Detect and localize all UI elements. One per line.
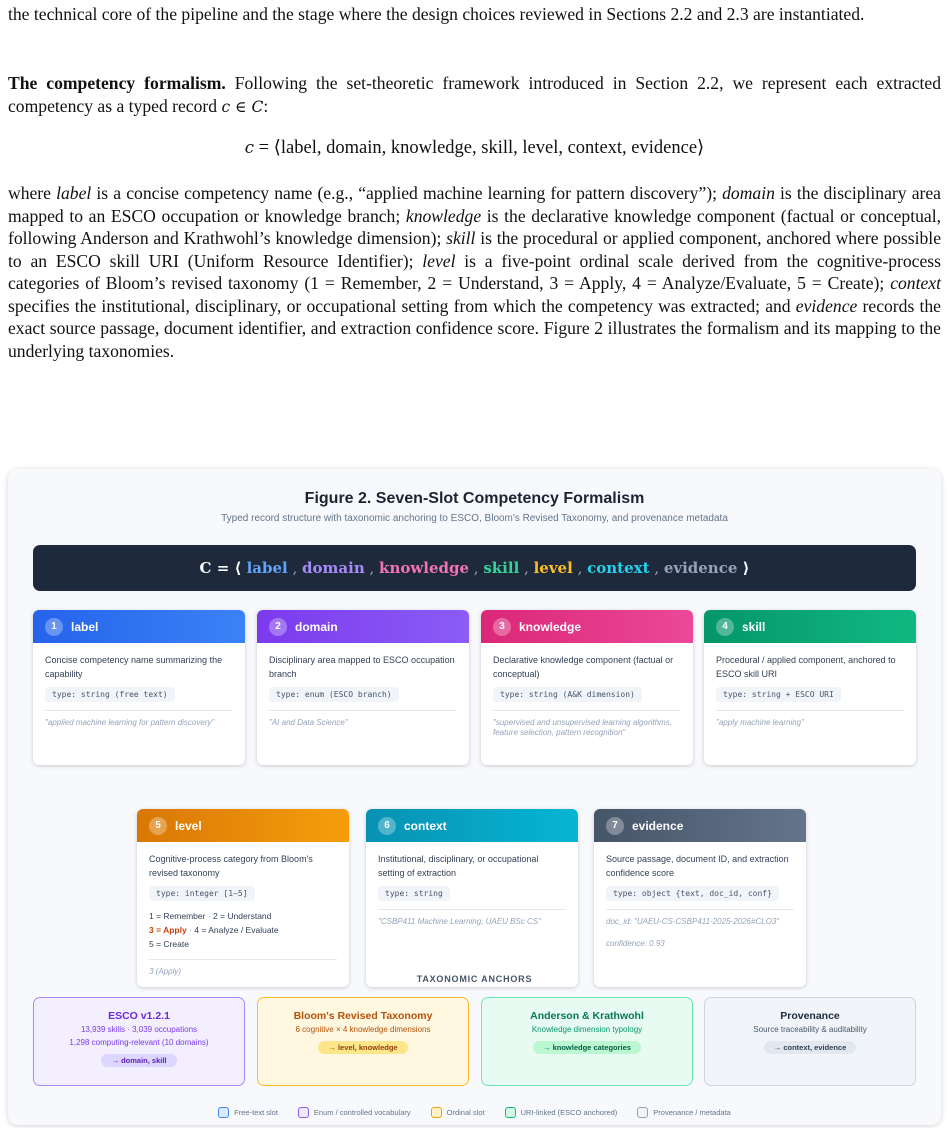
slot-card-body (704, 643, 916, 736)
paragraph-text-run: is the procedural or applied component, anchored where possible to an ESCO skill URI (Uniform Resource Identifier); (8, 228, 941, 271)
legend-label: Provenance / metadata (653, 1108, 731, 1117)
paragraph-intro: the technical core of the pipeline and the stage where the design choices reviewed in Sections 2.2 and 2.3 are instantiated. (8, 4, 865, 24)
slot-term: knowledge (405, 205, 482, 226)
slot-description: Declarative knowledge component (factual or conceptual) (493, 655, 674, 679)
slot-description: Source passage, document ID, and extraction confidence score (606, 854, 789, 878)
paragraph-text-run: is the disciplinary area mapped to an ESCO occupation or knowledge branch; (8, 183, 941, 226)
formula-separator: , (572, 559, 588, 577)
slot-example: "CSBP411 Machine Learning, UAEU BSc CS" (378, 917, 541, 926)
level-separator: · (186, 925, 195, 935)
legend-label: Free-text slot (234, 1108, 278, 1117)
level-separator: · (205, 911, 214, 921)
slot-card-header (366, 809, 578, 842)
slot-divider (269, 710, 457, 711)
formula-slot-knowledge: knowledge (379, 559, 470, 577)
legend-swatch (431, 1107, 442, 1118)
legend-item (431, 1107, 485, 1118)
anchors-title: TAXONOMIC ANCHORS (416, 974, 533, 984)
slot-term: label (56, 183, 92, 203)
paragraph-slot-definitions (8, 182, 941, 362)
paragraph-formalism-text-a: Following the set-theoretic framework introduced in Section 2.2, we represent each extracted competency as a typed record (8, 73, 941, 116)
slot-type: type: enum (ESCO branch) (269, 687, 399, 702)
level-scale (149, 909, 337, 951)
slot-card-evidence (594, 809, 806, 987)
run-in-heading: The competency formalism. (8, 73, 226, 93)
slot-term: evidence (795, 295, 858, 316)
slot-card-body (257, 643, 469, 736)
anchor-mapping-pill: → knowledge categories (533, 1041, 641, 1054)
slot-card-header (257, 610, 469, 643)
slot-example: 3 (Apply) (149, 967, 182, 976)
level-item: 2 = Understand (213, 911, 272, 921)
slot-number-badge: 5 (149, 817, 167, 835)
formula-suffix: ⟩ (737, 559, 750, 577)
legend-swatch (637, 1107, 648, 1118)
level-scale-row (149, 909, 337, 923)
anchor-detail: 1,298 computing-relevant (10 domains) (69, 1038, 209, 1047)
paragraph-text-run: records the exact source passage, document identifier, and extraction confidence score. Figure 2 illustrates the formalism and its mapping to the underlying taxonomies. (8, 295, 941, 361)
slot-type: type: string (free text) (45, 687, 175, 702)
paragraph-formalism-text-b: : (263, 95, 269, 116)
level-scale-row (149, 923, 337, 937)
anchor-title: Provenance (780, 1010, 840, 1022)
anchor-mapping-pill: → domain, skill (101, 1054, 176, 1067)
slot-card-header (594, 809, 806, 842)
slot-description: Cognitive-process category from Bloom's revised taxonomy (149, 854, 313, 878)
slot-description: Disciplinary area mapped to ESCO occupation branch (269, 655, 455, 679)
formula-slot-level: level (533, 559, 573, 577)
figure-subtitle: Typed record structure with taxonomic anchoring to ESCO, Bloom's Revised Taxonomy, and provenance metadata (221, 513, 728, 524)
slot-example: "applied machine learning for pattern discovery" (45, 718, 215, 727)
anchor-detail: 13,939 skills · 3,039 occupations (80, 1025, 198, 1034)
legend-swatch (298, 1107, 309, 1118)
formula-rhs: = ⟨label, domain, knowledge, skill, level, context, evidence⟩ (254, 138, 705, 158)
slot-divider (716, 710, 904, 711)
formula-separator: , (287, 559, 303, 577)
slot-term: domain (722, 183, 775, 203)
slot-card-context (366, 809, 578, 987)
slot-card-body (137, 842, 349, 985)
slot-card-label (33, 610, 245, 765)
slot-card-skill (704, 610, 916, 765)
anchor-title: ESCO v1.2.1 (108, 1010, 170, 1022)
slot-type: type: string + ESCO URI (716, 687, 841, 702)
slot-term: context (890, 273, 941, 293)
anchor-box (33, 997, 245, 1086)
slot-number-badge: 1 (45, 618, 63, 636)
slot-name: evidence (632, 818, 684, 833)
slot-type: type: string (378, 886, 450, 901)
slot-card-body (366, 842, 578, 935)
slot-divider (45, 710, 233, 711)
slot-card-header (33, 610, 245, 643)
slot-card-header (704, 610, 916, 643)
slot-number-badge: 7 (606, 817, 624, 835)
formula-slot-skill: skill (483, 559, 520, 577)
slot-card-knowledge (481, 610, 693, 765)
slot-divider (149, 959, 337, 960)
anchor-box (481, 997, 693, 1086)
figure-2 (8, 469, 941, 1125)
slot-divider (606, 909, 794, 910)
anchor-box (704, 997, 916, 1086)
slot-term: level (422, 250, 456, 271)
legend-item (505, 1107, 618, 1118)
formula-separator: , (649, 559, 664, 577)
slot-divider (493, 710, 681, 711)
paragraph-text-run: is the declarative knowledge component (factual or conceptual, following Anderson and Krathwohl’s knowledge dimension); (8, 205, 941, 248)
anchor-detail: Source traceability & auditability (753, 1025, 867, 1034)
legend-label: URI-linked (ESCO anchored) (520, 1108, 618, 1117)
anchor-title: Anderson & Krathwohl (530, 1010, 644, 1022)
slot-description: Procedural / applied component, anchored to ESCO skill URI (716, 655, 896, 679)
slot-example: "AI and Data Science" (269, 718, 348, 727)
slot-number-badge: 6 (378, 817, 396, 835)
formula-slot-domain: domain (302, 559, 365, 577)
formula-separator: , (469, 559, 484, 577)
level-item: 1 = Remember (149, 911, 206, 921)
slot-description: Institutional, disciplinary, or occupational setting of extraction (378, 854, 539, 878)
formula-bar (33, 545, 916, 591)
slot-card-body (594, 842, 806, 957)
slot-example: doc_id: "UAEU-CS-CSBP411-2025-2026#CLO3" (606, 917, 780, 926)
slot-description: Concise competency name summarizing the capability (45, 655, 223, 679)
legend-item (218, 1107, 278, 1118)
slot-name: context (404, 818, 447, 833)
slot-example-confidence: confidence: 0.93 (606, 939, 665, 948)
slot-term: skill (446, 228, 476, 248)
slot-number-badge: 2 (269, 618, 287, 636)
formula-lhs: c (244, 138, 254, 157)
slot-type: type: object {text, doc_id, conf} (606, 886, 779, 901)
slot-name: skill (742, 619, 766, 634)
inline-math: c ∈ 𝐶 (221, 97, 264, 116)
legend-item (298, 1107, 411, 1118)
slot-card-body (33, 643, 245, 736)
paragraph-formalism (8, 72, 941, 118)
slot-name: domain (295, 619, 338, 634)
anchor-title: Bloom's Revised Taxonomy (293, 1010, 433, 1022)
legend-label: Enum / controlled vocabulary (313, 1108, 411, 1117)
slot-divider (378, 909, 566, 910)
formula-slot-label: label (246, 559, 288, 577)
formula-separator: , (519, 559, 534, 577)
formula-slot-context: context (587, 559, 650, 577)
paragraph-text-run: is a five-point ordinal scale derived from the cognitive-process categories of Bloom’s revised taxonomy (1 = Remember, 2 = Understand, 3 = Apply, 4 = Analyze/Evaluate, 5 = Create); (8, 250, 941, 293)
slot-name: knowledge (519, 619, 582, 634)
slot-card-domain (257, 610, 469, 765)
anchor-mapping-pill: → level, knowledge (318, 1041, 407, 1054)
legend (8, 1107, 941, 1118)
level-item: 4 = Analyze / Evaluate (194, 925, 279, 935)
formula-prefix: C = ⟨ (199, 559, 247, 577)
slot-example: "apply machine learning" (716, 718, 804, 727)
formula-separator: , (364, 559, 380, 577)
slot-type: type: string (A&K dimension) (493, 687, 642, 702)
legend-swatch (218, 1107, 229, 1118)
slot-card-header (137, 809, 349, 842)
anchor-detail: Knowledge dimension typology (531, 1025, 643, 1034)
slot-example: "supervised and unsupervised learning algorithms, feature selection, pattern recognition" (493, 718, 672, 737)
paragraph-text-run: is a concise competency name (e.g., “applied machine learning for pattern discovery”); (91, 183, 723, 203)
figure-title: Figure 2. Seven-Slot Competency Formalism (304, 490, 645, 507)
slot-card-body (481, 643, 693, 746)
formula-slot-evidence: evidence (663, 559, 738, 577)
slot-type: type: integer [1–5] (149, 886, 255, 901)
slot-number-badge: 3 (493, 618, 511, 636)
legend-item (637, 1107, 731, 1118)
anchor-mapping-pill: → context, evidence (764, 1041, 857, 1054)
slot-name: label (71, 619, 99, 634)
paragraph-text-run: specifies the institutional, disciplinary, or occupational setting from which the competency was extracted; and (8, 295, 796, 316)
slot-card-header (481, 610, 693, 643)
level-item: 5 = Create (149, 939, 189, 949)
slot-name: level (175, 818, 202, 833)
paragraph-text-run: where (8, 183, 57, 203)
slot-number-badge: 4 (716, 618, 734, 636)
legend-label: Ordinal slot (446, 1108, 485, 1117)
display-formula (0, 137, 949, 159)
anchor-detail: 6 cognitive × 4 knowledge dimensions (295, 1025, 431, 1034)
slot-card-level (137, 809, 349, 987)
level-scale-row (149, 937, 337, 951)
level-item-highlighted: 3 = Apply (149, 925, 187, 935)
anchor-box (257, 997, 469, 1086)
legend-swatch (505, 1107, 516, 1118)
